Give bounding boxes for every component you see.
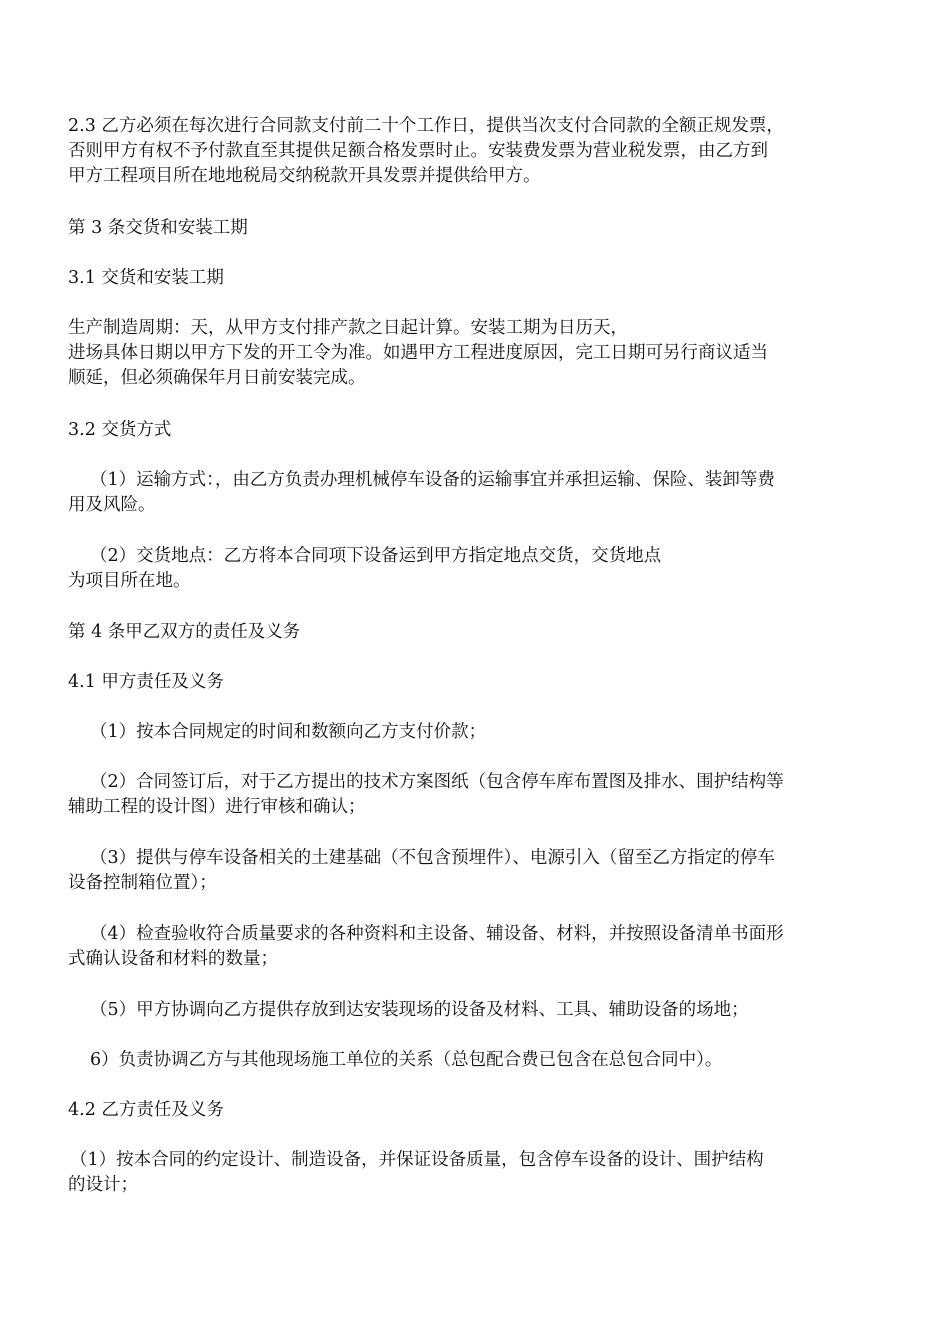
heading-text: 4.1 甲方责任及义务 (68, 672, 224, 692)
paragraph-2-3-invoice (68, 114, 898, 189)
text-line: 2.3 乙方必须在每次进行合同款支付前二十个工作日，提供当次支付合同款的全额正规发票， (68, 116, 784, 136)
text-line: （3）提供与停车设备相关的土建基础（不包含预埋件）、电源引入（留至乙方指定的停车 (90, 848, 775, 868)
heading-3-1 (68, 266, 898, 291)
paragraph-delivery-location (68, 544, 920, 594)
heading-article-3 (68, 216, 898, 241)
heading-3-2 (68, 418, 898, 443)
list-item-party-a-2 (68, 770, 920, 820)
paragraph-transport-method (68, 468, 920, 518)
heading-text: 第 3 条交货和安装工期 (68, 218, 248, 238)
text-line: 否则甲方有权不予付款直至其提供足额合格发票时止。安装费发票为营业税发票，由乙方到 (68, 141, 768, 161)
text-line: （1）按本合同的约定设计、制造设备，并保证设备质量，包含停车设备的设计、围护结构 (70, 1150, 764, 1170)
text-line: （2）交货地点：乙方将本合同项下设备运到甲方指定地点交货，交货地点 (90, 546, 662, 566)
text-line: 6）负责协调乙方与其他现场施工单位的关系（总包配合费已包含在总包合同中）。 (90, 1050, 723, 1070)
text-line: 进场具体日期以甲方下发的开工令为准。如遇甲方工程进度原因，完工日期可另行商议适当 (68, 343, 768, 363)
heading-4-2 (68, 1098, 898, 1123)
list-item-party-a-6 (68, 1048, 920, 1073)
list-item-party-a-1 (68, 720, 920, 745)
text-line: 辅助工程的设计图）进行审核和确认； (68, 797, 366, 817)
text-line: 式确认设备和材料的数量； (68, 949, 278, 969)
heading-text: 第 4 条甲乙双方的责任及义务 (68, 622, 301, 642)
list-item-party-b-1 (68, 1148, 900, 1198)
text-line: （5）甲方协调向乙方提供存放到达安装现场的设备及材料、工具、辅助设备的场地； (90, 1000, 749, 1020)
heading-text: 4.2 乙方责任及义务 (68, 1100, 224, 1120)
heading-text: 3.2 交货方式 (68, 420, 172, 440)
heading-text: 3.1 交货和安装工期 (68, 268, 224, 288)
heading-article-4 (68, 620, 898, 645)
list-item-party-a-3 (68, 846, 920, 896)
text-line: （1）运输方式：，由乙方负责办理机械停车设备的运输事宜并承担运输、保险、装卸等费 (90, 470, 775, 490)
list-item-party-a-5 (68, 998, 920, 1023)
list-item-party-a-4 (68, 922, 920, 972)
text-line: 甲方工程项目所在地地税局交纳税款开具发票并提供给甲方。 (68, 166, 541, 186)
text-line: 的设计； (68, 1175, 138, 1195)
paragraph-production-period (68, 316, 898, 391)
text-line: （1）按本合同规定的时间和数额向乙方支付价款； (90, 722, 487, 742)
text-line: 为项目所在地。 (68, 571, 191, 591)
text-line: 设备控制箱位置）； (68, 873, 217, 893)
text-line: 用及风险。 (68, 495, 156, 515)
text-line: 生产制造周期：天，从甲方支付排产款之日起计算。安装工期为日历天， (68, 318, 628, 338)
text-line: 顺延，但必须确保年月日前安装完成。 (68, 368, 366, 388)
heading-4-1 (68, 670, 898, 695)
text-line: （4）检查验收符合质量要求的各种资料和主设备、辅设备、材料，并按照设备清单书面形 (90, 924, 784, 944)
text-line: （2）合同签订后，对于乙方提出的技术方案图纸（包含停车库布置图及排水、围护结构等 (90, 772, 784, 792)
